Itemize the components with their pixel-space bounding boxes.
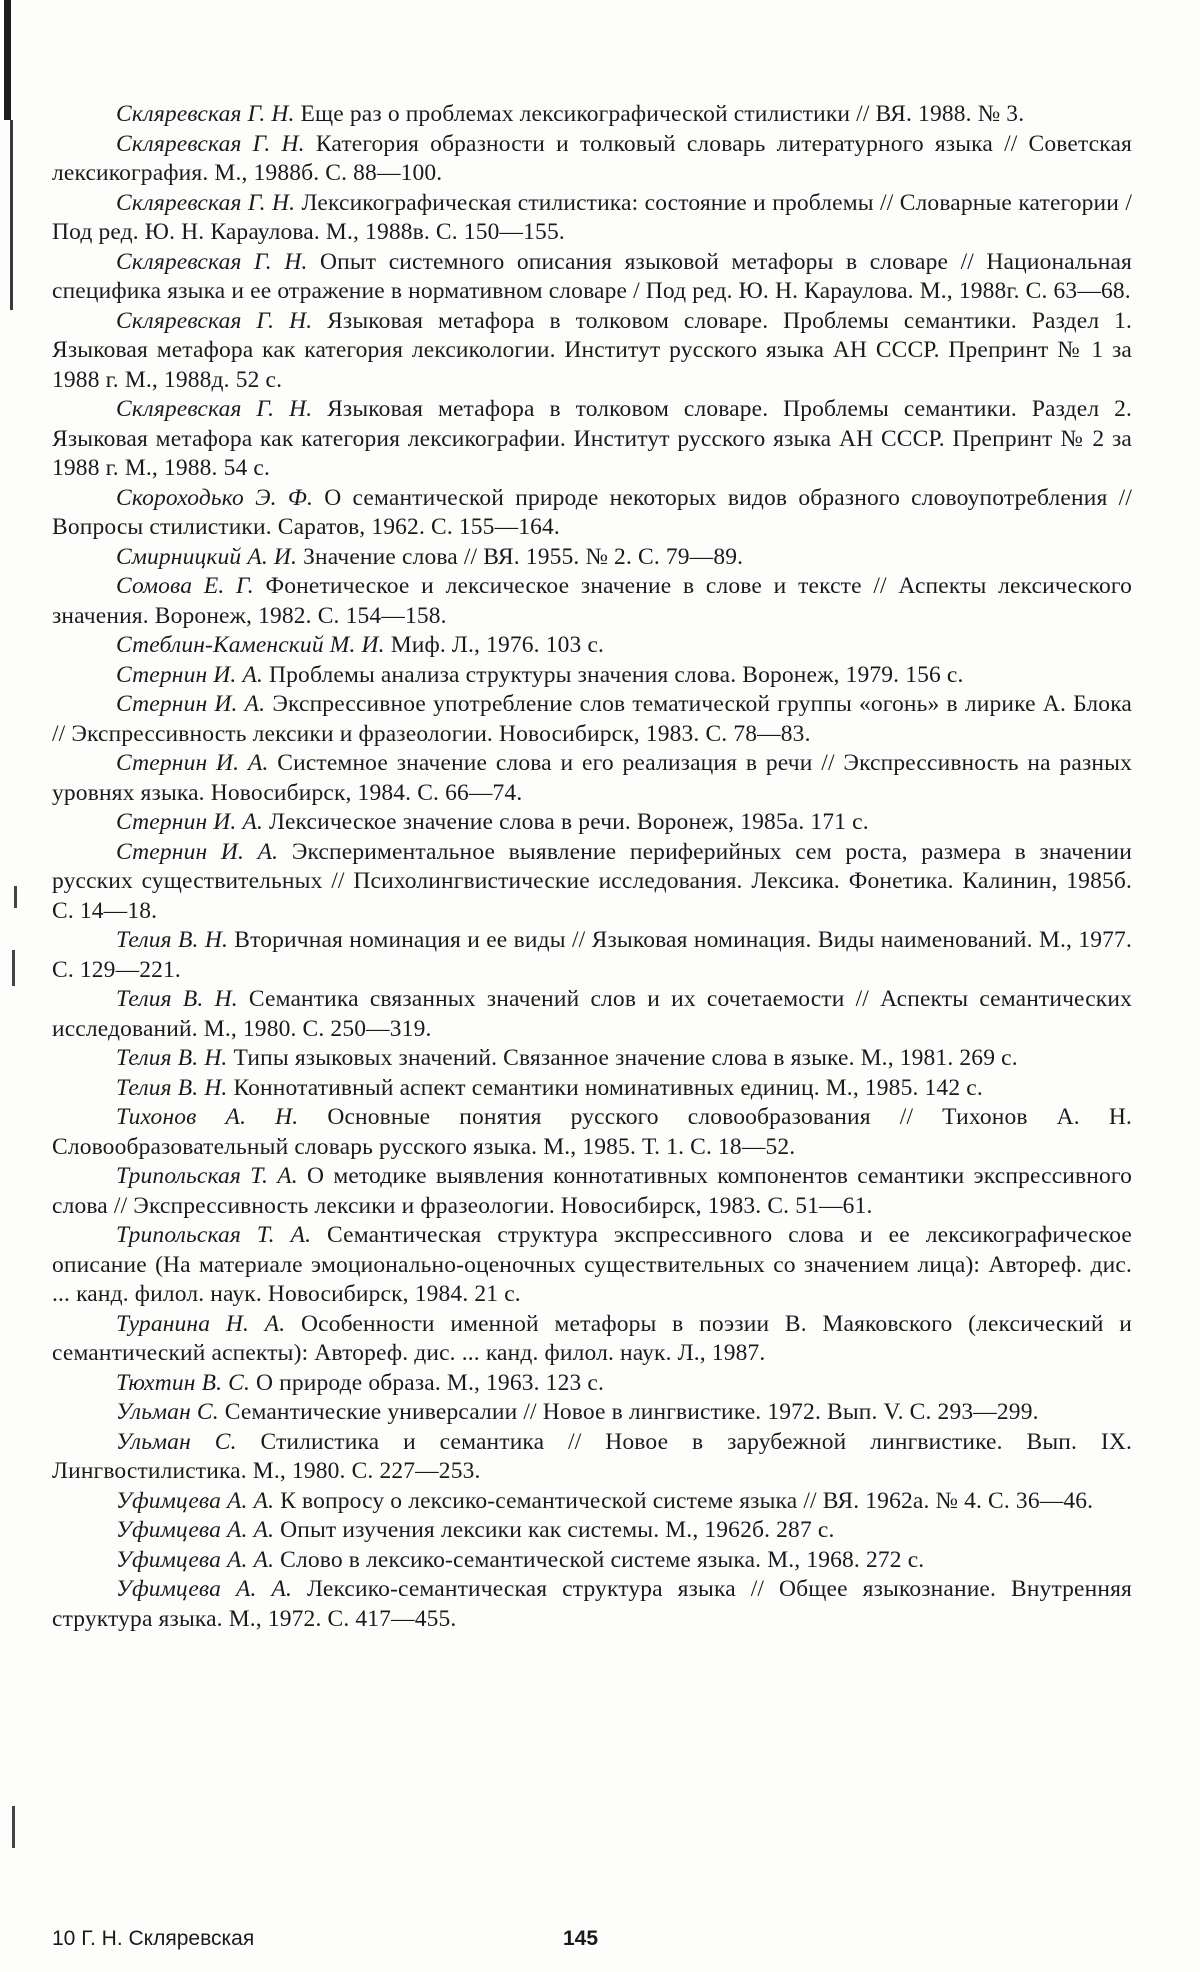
entry-author: Скляревская Г. Н.: [116, 130, 305, 157]
entry-author: Смирницкий А. И.: [116, 543, 298, 570]
scan-edge-mark: [10, 120, 13, 310]
entry-author: Тюхтин В. С.: [116, 1369, 250, 1396]
entry-author: Стернин И. А.: [116, 691, 266, 717]
entry-text: Значение слова // ВЯ. 1955. № 2. С. 79—89.: [297, 543, 744, 570]
bibliography-entry: [52, 1369, 1132, 1399]
entry-author: Скляревская Г. Н.: [116, 307, 313, 334]
entry-text: Слово в лексико-семантической системе языка. М., 1968. 272 с.: [274, 1546, 925, 1573]
bibliography-entry: [52, 1398, 1132, 1428]
entry-author: Ульман С.: [116, 1428, 237, 1455]
page-number: 145: [563, 1927, 599, 1950]
entry-text: Коннотативный аспект семантики номинативных единиц. М., 1985. 142 с.: [227, 1074, 983, 1101]
entry-text: Лексико-семантическая структура языка // Общее языкознание. Внутренняя структура языка. М., 1972. С. 417—455.: [52, 1576, 1133, 1632]
bibliography-entry: [52, 484, 1132, 543]
entry-text: Семантическая структура экспрессивного слова и ее лексикографическое описание (На материале эмоционально-оценочных существительных со значением лица): Автореф. дис. ... канд. филол. наук. Новосибирск, 1984. 21 с.: [52, 1222, 1132, 1307]
bibliography-entry: [52, 1575, 1132, 1634]
entry-text: Категория образности и толковый словарь литературного языка // Советская лексикография. М., 1988б. С. 88—100.: [52, 130, 1133, 186]
bibliography-entry: [52, 543, 1132, 573]
entry-author: Сомова Е. Г.: [116, 573, 254, 599]
bibliography-entry: [52, 395, 1132, 484]
entry-text: Особенности именной метафоры в поэзии В. Маяковского (лексический и семантический аспекты): Автореф. дис. ... канд. филол. наук. Л., 1987.: [52, 1310, 1133, 1366]
entry-author: Тихонов А. Н.: [116, 1104, 299, 1130]
scan-edge-mark: [4, 0, 11, 120]
entry-text: Языковая метафора в толковом словаре. Проблемы семантики. Раздел 2. Языковая метафора как категория лексикографии. Институт русского языка АН СССР. Препринт № 2 за 1988 г. М., 1988. 54 с.: [52, 396, 1133, 481]
entry-author: Стеблин-Каменский М. И.: [116, 632, 385, 658]
bibliography-entry: [52, 1487, 1132, 1517]
bibliography-entry: [52, 838, 1132, 927]
entry-author: Телия В. Н.: [116, 986, 238, 1012]
bibliography-entry: [52, 1221, 1132, 1310]
entry-author: Скляревская Г. Н.: [116, 101, 295, 127]
scan-edge-mark: [14, 886, 17, 908]
entry-author: Скляревская Г. Н.: [116, 396, 313, 422]
bibliography-entry: [52, 1074, 1132, 1104]
scan-edge-mark: [12, 950, 15, 986]
bibliography-entry: [52, 130, 1132, 189]
bibliography-entry: [52, 749, 1132, 808]
entry-text: Языковая метафора в толковом словаре. Проблемы семантики. Раздел 1. Языковая метафора как категория лексикологии. Институт русского языка АН СССР. Препринт № 1 за 1988 г. М., 1988д. 52 с.: [52, 307, 1133, 393]
bibliography-list: [52, 100, 1132, 1634]
bibliography-entry: [52, 808, 1132, 838]
bibliography-entry: [52, 307, 1132, 396]
bibliography-entry: [52, 248, 1132, 307]
bibliography-entry: [52, 661, 1132, 691]
entry-text: Проблемы анализа структуры значения слова. Воронеж, 1979. 156 с.: [263, 661, 964, 688]
bibliography-entry: [52, 926, 1132, 985]
bibliography-entry: [52, 1310, 1132, 1369]
entry-author: Трипольская Т. А.: [116, 1222, 312, 1248]
entry-author: Ульман С.: [116, 1399, 219, 1425]
bibliography-entry: [52, 572, 1132, 631]
entry-author: Уфимцева А. А.: [116, 1487, 275, 1514]
bibliography-entry: [52, 631, 1132, 661]
entry-text: О методике выявления коннотативных компонентов семантики экспрессивного слова // Экспрессивность лексики и фразеологии. Новосибирск, 1983. С. 51—61.: [52, 1163, 1132, 1219]
bibliography-entry: [52, 1044, 1132, 1074]
entry-text: Еще раз о проблемах лексикографической стилистики // ВЯ. 1988. № 3.: [294, 101, 1025, 127]
bibliography-entry: [52, 985, 1132, 1044]
signature-mark: 10 Г. Н. Скляревская: [52, 1927, 255, 1950]
entry-author: Туранина Н. А.: [116, 1310, 286, 1337]
entry-text: Лексикографическая стилистика: состояние и проблемы // Словарные категории / Под ред. Ю. Н. Караулова. М., 1988в. С. 150—155.: [52, 189, 1132, 245]
entry-text: О природе образа. М., 1963. 123 с.: [250, 1369, 605, 1396]
entry-author: Скляревская Г. Н.: [116, 189, 296, 216]
entry-author: Трипольская Т. А.: [116, 1163, 298, 1189]
entry-text: О семантической природе некоторых видов образного словоупотребления // Вопросы стилистики. Саратов, 1962. С. 155—164.: [52, 484, 1133, 540]
entry-author: Стернин И. А.: [116, 809, 264, 835]
entry-text: Экспериментальное выявление периферийных сем роста, размера в значении русских существительных // Психолингвистические исследования. Лексика. Фонетика. Калинин, 1985б. С. 14—18.: [52, 838, 1132, 924]
entry-author: Скороходько Э. Ф.: [116, 484, 313, 511]
entry-text: Основные понятия русского словообразования // Тихонов А. Н. Словообразовательный словарь русского языка. М., 1985. Т. 1. С. 18—52.: [52, 1104, 1132, 1160]
entry-text: Системное значение слова и его реализация в речи // Экспрессивность на разных уровнях языка. Новосибирск, 1984. С. 66—74.: [52, 750, 1132, 806]
entry-author: Стернин И. А.: [116, 750, 269, 776]
bibliography-entry: [52, 1162, 1132, 1221]
bibliography-entry: [52, 1428, 1132, 1487]
bibliography-entry: [52, 1103, 1132, 1162]
entry-author: Телия В. Н.: [116, 927, 228, 953]
bibliography-entry: [52, 1546, 1132, 1576]
entry-author: Телия В. Н.: [116, 1074, 228, 1101]
entry-text: Семантические универсалии // Новое в лингвистике. 1972. Вып. V. С. 293—299.: [218, 1399, 1039, 1425]
bibliography-entry: [52, 100, 1132, 130]
entry-author: Уфимцева А. А.: [116, 1517, 275, 1543]
bibliography-entry: [52, 1516, 1132, 1546]
entry-text: Миф. Л., 1976. 103 с.: [384, 632, 605, 658]
scan-edge-mark: [12, 1806, 15, 1848]
entry-author: Телия В. Н.: [116, 1045, 228, 1071]
entry-text: Семантика связанных значений слов и их сочетаемости // Аспекты семантических исследований. М., 1980. С. 250—319.: [52, 986, 1132, 1042]
entry-text: Опыт системного описания языковой метафоры в словаре // Национальная специфика языка и ее отражение в нормативном словаре / Под ред. Ю. Н. Караулова. М., 1988г. С. 63—68.: [52, 248, 1133, 304]
bibliography-entry: [52, 189, 1132, 248]
entry-text: Типы языковых значений. Связанное значение слова в языке. М., 1981. 269 с.: [227, 1045, 1018, 1071]
entry-author: Уфимцева А. А.: [116, 1546, 275, 1573]
entry-author: Стернин И. А.: [116, 661, 264, 688]
entry-text: К вопросу о лексико-семантической системе языка // ВЯ. 1962а. № 4. С. 36—46.: [274, 1487, 1094, 1514]
bibliography-entry: [52, 690, 1132, 749]
entry-text: Опыт изучения лексики как системы. М., 1962б. 287 с.: [274, 1517, 835, 1543]
entry-author: Скляревская Г. Н.: [116, 248, 308, 275]
entry-text: Экспрессивное употребление слов тематической группы «огонь» в лирике А. Блока // Экспрессивность лексики и фразеологии. Новосибирск, 1983. С. 78—83.: [52, 691, 1132, 747]
entry-text: Фонетическое и лексическое значение в слове и тексте // Аспекты лексического значения. Воронеж, 1982. С. 154—158.: [52, 573, 1132, 629]
entry-author: Уфимцева А. А.: [116, 1576, 292, 1602]
entry-text: Стилистика и семантика // Новое в зарубежной лингвистике. Вып. IX. Лингвостилистика. М., 1980. С. 227—253.: [52, 1428, 1132, 1484]
entry-author: Стернин И. А.: [116, 838, 279, 865]
entry-text: Лексическое значение слова в речи. Воронеж, 1985а. 171 с.: [263, 809, 869, 835]
entry-text: Вторичная номинация и ее виды // Языковая номинация. Виды наименований. М., 1977. С. 129—221.: [52, 927, 1132, 983]
